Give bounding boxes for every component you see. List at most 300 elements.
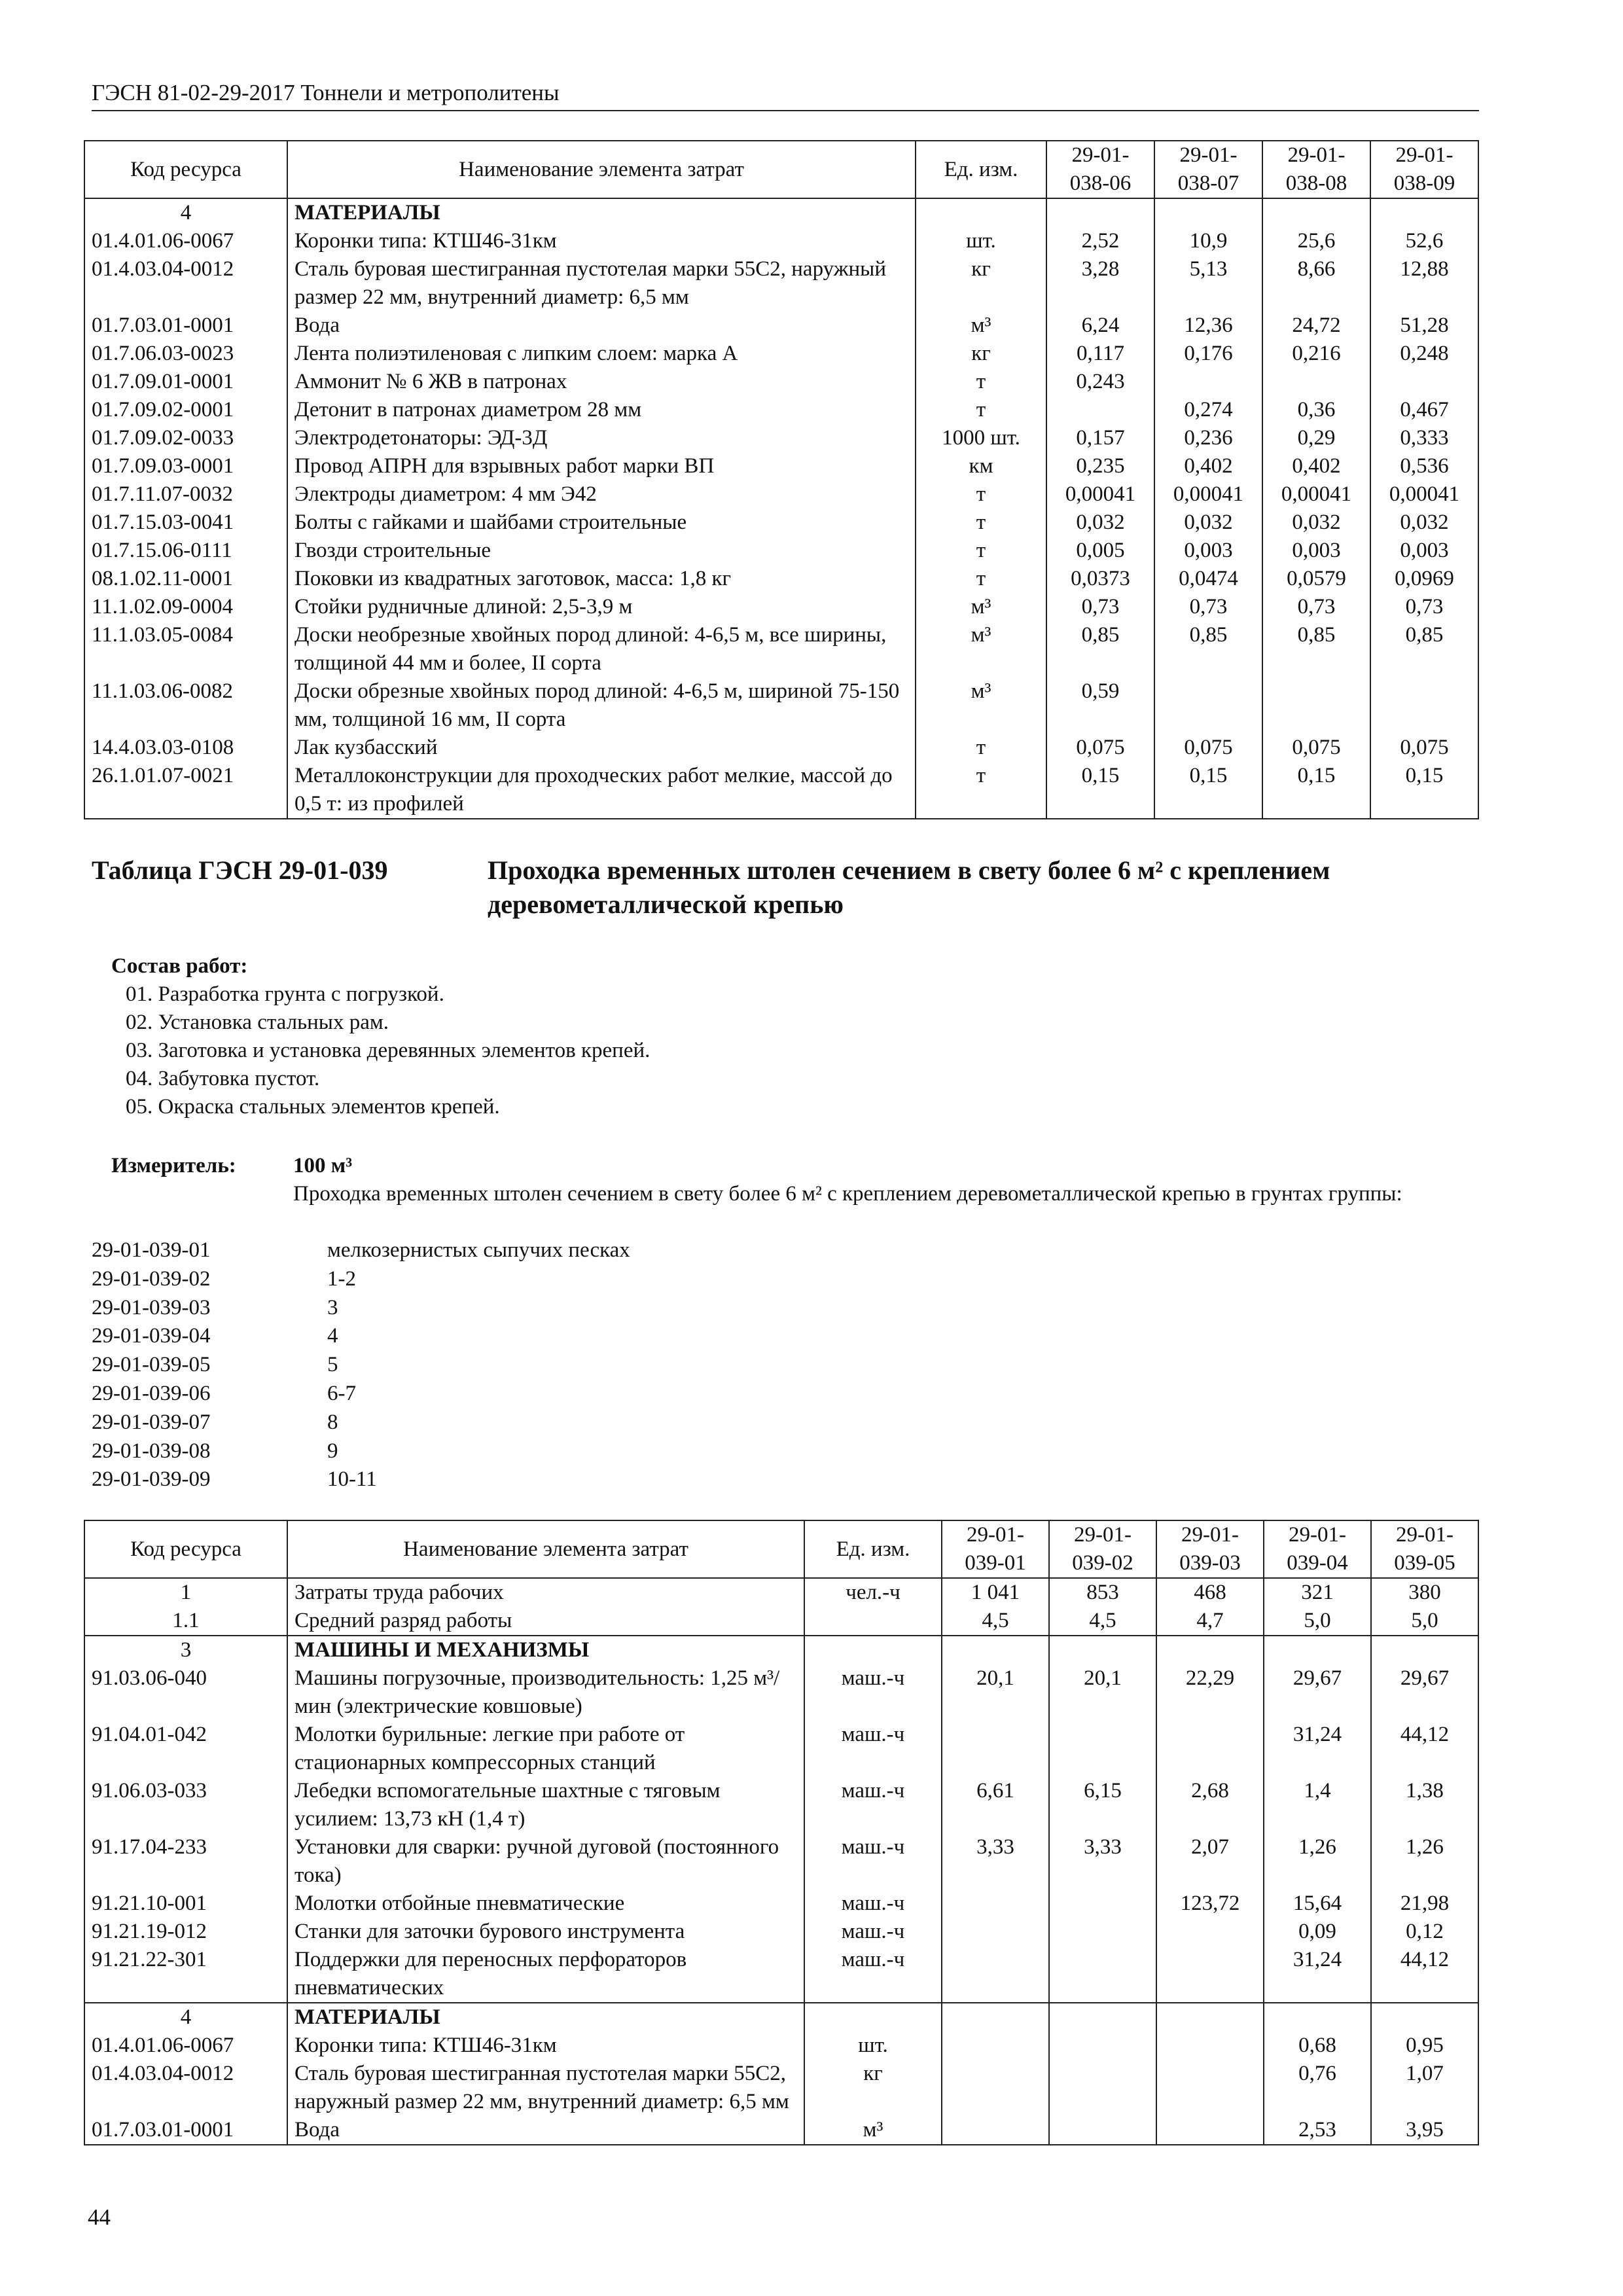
norm-value: 0,00041 — [1370, 480, 1478, 509]
meter-unit: 100 м³ — [293, 1154, 353, 1177]
norm-value: 0,216 — [1262, 340, 1370, 368]
norm-value: 1 041 — [942, 1578, 1049, 1607]
unit-of-measure: маш.-ч — [804, 1946, 942, 2003]
norm-value: 0,032 — [1046, 509, 1154, 537]
soil-group: 1-2 — [327, 1266, 356, 1291]
norm-value — [1156, 1946, 1264, 2003]
unit-of-measure: т — [916, 509, 1046, 537]
norm-value — [1154, 677, 1262, 734]
resource-code: 01.7.09.02-0001 — [84, 396, 287, 424]
norm-value — [1049, 1721, 1156, 1777]
norm-value: 0,236 — [1154, 424, 1262, 452]
norm-value: 0,333 — [1370, 424, 1478, 452]
cost-element-name: Коронки типа: КТШ46-31км — [287, 227, 916, 255]
col-header-norm: 29-01-039-05 — [1371, 1520, 1478, 1578]
norm-value: 2,68 — [1156, 1777, 1264, 1833]
norm-value — [1371, 1636, 1478, 1664]
resource-table-039 — [84, 1520, 1479, 2145]
table-row — [84, 509, 1478, 537]
norm-value: 1,26 — [1264, 1833, 1371, 1890]
cost-element-name: Вода — [287, 2116, 804, 2145]
norm-value — [1049, 2060, 1156, 2116]
col-header-norm: 29-01-039-03 — [1156, 1520, 1264, 1578]
norm-value: 0,15 — [1370, 762, 1478, 819]
norm-value: 31,24 — [1264, 1946, 1371, 2003]
resource-code: 01.7.11.07-0032 — [84, 480, 287, 509]
norm-value: 12,36 — [1154, 312, 1262, 340]
resource-code: 01.7.09.03-0001 — [84, 452, 287, 480]
norm-code: 29-01-039-02 — [92, 1266, 211, 1291]
norm-code: 29-01-039-09 — [92, 1467, 211, 1492]
norm-value: 1,07 — [1371, 2060, 1478, 2116]
norm-value: 0,85 — [1370, 621, 1478, 677]
resource-code: 01.4.01.06-0067 — [84, 227, 287, 255]
norm-value: 0,09 — [1264, 1918, 1371, 1946]
norm-value: 20,1 — [1049, 1664, 1156, 1721]
table-row — [84, 368, 1478, 396]
cost-element-name: Коронки типа: КТШ46-31км — [287, 2032, 804, 2060]
cost-element-name: Поковки из квадратных заготовок, масса: 1,8 кг — [287, 565, 916, 593]
cost-element-name: Доски необрезные хвойных пород длиной: 4-6,5 м, все ширины, толщиной 44 мм и более, II сорта — [287, 621, 916, 677]
norm-value — [942, 1918, 1049, 1946]
norm-value — [1154, 368, 1262, 396]
norm-value: 3,28 — [1046, 255, 1154, 312]
norm-value: 51,28 — [1370, 312, 1478, 340]
table-row — [84, 1721, 1478, 1777]
norm-value — [1262, 368, 1370, 396]
resource-code: 91.03.06-040 — [84, 1664, 287, 1721]
table-row — [84, 565, 1478, 593]
norm-value: 0,003 — [1370, 537, 1478, 565]
unit-of-measure: м³ — [916, 677, 1046, 734]
col-header-norm: 29-01-038-09 — [1370, 141, 1478, 198]
table-header-row — [84, 1520, 1478, 1578]
unit-of-measure: маш.-ч — [804, 1664, 942, 1721]
norm-value: 1,26 — [1371, 1833, 1478, 1890]
norm-value: 0,032 — [1262, 509, 1370, 537]
unit-of-measure: т — [916, 565, 1046, 593]
norm-value: 0,15 — [1046, 762, 1154, 819]
norm-value: 2,52 — [1046, 227, 1154, 255]
table-body — [84, 1578, 1478, 2145]
running-header: ГЭСН 81-02-29-2017 Тоннели и метрополитены — [92, 77, 1479, 111]
norm-value — [1049, 2116, 1156, 2145]
unit-of-measure: кг — [916, 255, 1046, 312]
norm-value: 24,72 — [1262, 312, 1370, 340]
norm-value: 123,72 — [1156, 1890, 1264, 1918]
unit-of-measure: маш.-ч — [804, 1833, 942, 1890]
meter-label: Измеритель: — [111, 1154, 236, 1177]
table-group-row — [84, 198, 1478, 227]
norm-value: 0,075 — [1046, 734, 1154, 762]
norm-value: 12,88 — [1370, 255, 1478, 312]
resource-table-038 — [84, 140, 1479, 819]
norm-value: 0,00041 — [1046, 480, 1154, 509]
norm-value: 0,032 — [1370, 509, 1478, 537]
cost-element-name: Молотки отбойные пневматические — [287, 1890, 804, 1918]
col-header-unit: Ед. изм. — [916, 141, 1046, 198]
cost-element-name: МАШИНЫ И МЕХАНИЗМЫ — [287, 1636, 804, 1664]
resource-code: 91.21.22-301 — [84, 1946, 287, 2003]
resource-code: 14.4.03.03-0108 — [84, 734, 287, 762]
table-row — [84, 312, 1478, 340]
norm-value — [1156, 2003, 1264, 2032]
resource-code: 4 — [84, 2003, 287, 2032]
norm-value: 44,12 — [1371, 1721, 1478, 1777]
works-item: 04. Забутовка пустот. — [126, 1067, 320, 1090]
norm-value: 0,402 — [1262, 452, 1370, 480]
resource-code: 11.1.03.06-0082 — [84, 677, 287, 734]
norm-value — [1156, 2032, 1264, 2060]
cost-element-name: Лента полиэтиленовая с липким слоем: марка А — [287, 340, 916, 368]
norm-value: 468 — [1156, 1578, 1264, 1607]
table-group-row — [84, 2003, 1478, 2032]
unit-of-measure: шт. — [804, 2032, 942, 2060]
norm-value: 4,7 — [1156, 1607, 1264, 1636]
cost-element-name: Лебедки вспомогательные шахтные с тяговым усилием: 13,73 кН (1,4 т) — [287, 1777, 804, 1833]
cost-element-name: МАТЕРИАЛЫ — [287, 198, 916, 227]
cost-element-name: Установки для сварки: ручной дуговой (постоянного тока) — [287, 1833, 804, 1890]
soil-group: 4 — [327, 1324, 338, 1348]
unit-of-measure: маш.-ч — [804, 1777, 942, 1833]
soil-group: 6-7 — [327, 1381, 356, 1405]
norm-value: 0,85 — [1262, 621, 1370, 677]
resource-code: 11.1.02.09-0004 — [84, 593, 287, 621]
norm-value — [1046, 198, 1154, 227]
unit-of-measure: маш.-ч — [804, 1918, 942, 1946]
norm-value: 4,5 — [1049, 1607, 1156, 1636]
norm-value — [942, 1890, 1049, 1918]
unit-of-measure — [804, 1636, 942, 1664]
works-item: 02. Установка стальных рам. — [126, 1011, 389, 1034]
norm-value: 0,0373 — [1046, 565, 1154, 593]
resource-code: 01.4.03.04-0012 — [84, 255, 287, 312]
cost-element-name: Металлоконструкции для проходческих работ мелкие, массой до 0,5 т: из профилей — [287, 762, 916, 819]
norm-value: 2,07 — [1156, 1833, 1264, 1890]
soil-group: 8 — [327, 1410, 338, 1434]
norm-value — [1156, 1721, 1264, 1777]
norm-value — [1049, 1636, 1156, 1664]
cost-element-name: Средний разряд работы — [287, 1607, 804, 1636]
cost-element-name: Аммонит № 6 ЖВ в патронах — [287, 368, 916, 396]
norm-value: 0,0579 — [1262, 565, 1370, 593]
norm-value: 321 — [1264, 1578, 1371, 1607]
resource-code: 01.4.01.06-0067 — [84, 2032, 287, 2060]
works-item: 03. Заготовка и установка деревянных элементов крепей. — [126, 1039, 651, 1062]
norm-code: 29-01-039-07 — [92, 1410, 211, 1434]
cost-element-name: Электроды диаметром: 4 мм Э42 — [287, 480, 916, 509]
norm-value: 0,59 — [1046, 677, 1154, 734]
norm-value — [942, 2060, 1049, 2116]
unit-of-measure: км — [916, 452, 1046, 480]
norm-value: 0,402 — [1154, 452, 1262, 480]
norm-value: 2,53 — [1264, 2116, 1371, 2145]
works-item: 05. Окраска стальных элементов крепей. — [126, 1095, 500, 1119]
resource-code: 91.04.01-042 — [84, 1721, 287, 1777]
table-row — [84, 1918, 1478, 1946]
table-row — [84, 2032, 1478, 2060]
norm-value — [1156, 2116, 1264, 2145]
unit-of-measure: м³ — [916, 621, 1046, 677]
norm-value — [1262, 677, 1370, 734]
norm-value: 10,9 — [1154, 227, 1262, 255]
table-group-row — [84, 1636, 1478, 1664]
table-header-row — [84, 141, 1478, 198]
table-row — [84, 677, 1478, 734]
cost-element-name: Вода — [287, 312, 916, 340]
table-title: Проходка временных штолен сечением в свету более 6 м² с креплением деревометаллической крепью — [488, 855, 1330, 919]
works-item: 01. Разработка грунта с погрузкой. — [126, 982, 444, 1006]
norm-value: 0,73 — [1370, 593, 1478, 621]
resource-code: 1.1 — [84, 1607, 287, 1636]
unit-of-measure: маш.-ч — [804, 1890, 942, 1918]
norm-value: 4,5 — [942, 1607, 1049, 1636]
norm-value: 0,0969 — [1370, 565, 1478, 593]
norm-value: 0,00041 — [1154, 480, 1262, 509]
col-header-name: Наименование элемента затрат — [287, 1520, 804, 1578]
norm-code: 29-01-039-06 — [92, 1381, 211, 1405]
norm-value: 21,98 — [1371, 1890, 1478, 1918]
norm-code: 29-01-039-08 — [92, 1439, 211, 1463]
table-row — [84, 340, 1478, 368]
norm-value: 29,67 — [1264, 1664, 1371, 1721]
resource-code: 01.7.15.03-0041 — [84, 509, 287, 537]
norm-value — [1264, 1636, 1371, 1664]
norm-value: 0,075 — [1370, 734, 1478, 762]
norm-value: 0,15 — [1154, 762, 1262, 819]
cost-element-name: Молотки бурильные: легкие при работе от стационарных компрессорных станций — [287, 1721, 804, 1777]
table-row — [84, 452, 1478, 480]
resource-code: 01.7.15.06-0111 — [84, 537, 287, 565]
col-header-norm: 29-01-039-02 — [1049, 1520, 1156, 1578]
norm-value: 0,235 — [1046, 452, 1154, 480]
table-row — [84, 1890, 1478, 1918]
table-row — [84, 1777, 1478, 1833]
norm-value: 3,33 — [942, 1833, 1049, 1890]
table-body — [84, 198, 1478, 819]
norm-value: 44,12 — [1371, 1946, 1478, 2003]
norm-value: 15,64 — [1264, 1890, 1371, 1918]
unit-of-measure: маш.-ч — [804, 1721, 942, 1777]
norm-value: 0,274 — [1154, 396, 1262, 424]
table-row — [84, 396, 1478, 424]
norm-value — [1371, 2003, 1478, 2032]
cost-element-name: Детонит в патронах диаметром 28 мм — [287, 396, 916, 424]
norm-value: 1,4 — [1264, 1777, 1371, 1833]
norm-value — [1049, 1918, 1156, 1946]
cost-element-name: Провод АПРН для взрывных работ марки ВП — [287, 452, 916, 480]
cost-element-name: Стойки рудничные длиной: 2,5-3,9 м — [287, 593, 916, 621]
norm-value — [942, 2032, 1049, 2060]
resource-code: 91.21.19-012 — [84, 1918, 287, 1946]
table-row — [84, 1946, 1478, 2003]
norm-value: 0,73 — [1154, 593, 1262, 621]
norm-value — [1156, 2060, 1264, 2116]
meter-description: Проходка временных штолен сечением в свету более 6 м² с креплением деревометаллической крепью в грунтах группы: — [293, 1182, 1402, 1206]
norm-value — [1262, 198, 1370, 227]
page-number: 44 — [88, 2204, 111, 2230]
resource-code: 11.1.03.05-0084 — [84, 621, 287, 677]
table-row — [84, 537, 1478, 565]
work-composition — [111, 952, 650, 1121]
unit-of-measure: чел.-ч — [804, 1578, 942, 1607]
works-heading: Состав работ: — [111, 954, 248, 978]
norm-code: 29-01-039-01 — [92, 1238, 211, 1262]
norm-value: 0,15 — [1262, 762, 1370, 819]
norm-value: 0,0474 — [1154, 565, 1262, 593]
cost-element-name: Сталь буровая шестигранная пустотелая марки 55С2, наружный размер 22 мм, внутренний диаметр: 6,5 мм — [287, 255, 916, 312]
table-row — [84, 734, 1478, 762]
cost-element-name: Доски обрезные хвойных пород длиной: 4-6,5 м, шириной 75-150 мм, толщиной 16 мм, II сорта — [287, 677, 916, 734]
table-row — [84, 424, 1478, 452]
norm-value: 0,68 — [1264, 2032, 1371, 2060]
norm-value — [1046, 396, 1154, 424]
cost-element-name: Болты с гайками и шайбами строительные — [287, 509, 916, 537]
cost-element-name: Машины погрузочные, производительность: 1,25 м³/мин (электрические ковшовые) — [287, 1664, 804, 1721]
resource-code: 01.4.03.04-0012 — [84, 2060, 287, 2116]
unit-of-measure: т — [916, 396, 1046, 424]
table-row — [84, 1664, 1478, 1721]
soil-group: 3 — [327, 1295, 338, 1319]
norm-code: 29-01-039-05 — [92, 1353, 211, 1377]
norm-value: 0,29 — [1262, 424, 1370, 452]
resource-code: 91.17.04-233 — [84, 1833, 287, 1890]
table-row — [84, 2116, 1478, 2145]
norm-value: 0,00041 — [1262, 480, 1370, 509]
norm-value: 0,95 — [1371, 2032, 1478, 2060]
soil-group: 5 — [327, 1353, 338, 1377]
resource-code: 4 — [84, 198, 287, 227]
col-header-norm: 29-01-038-08 — [1262, 141, 1370, 198]
cost-element-name: Лак кузбасский — [287, 734, 916, 762]
cost-element-name: Сталь буровая шестигранная пустотелая марки 55С2, наружный размер 22 мм, внутренний диаметр: 6,5 мм — [287, 2060, 804, 2116]
unit-of-measure: м³ — [916, 312, 1046, 340]
resource-code: 01.7.09.02-0033 — [84, 424, 287, 452]
norm-value — [942, 1721, 1049, 1777]
table-row — [84, 762, 1478, 819]
unit-of-measure: шт. — [916, 227, 1046, 255]
norm-value: 6,61 — [942, 1777, 1049, 1833]
norm-value — [1049, 2032, 1156, 2060]
norm-value: 5,0 — [1264, 1607, 1371, 1636]
norm-value: 0,157 — [1046, 424, 1154, 452]
norm-code: 29-01-039-04 — [92, 1324, 211, 1348]
norm-value: 0,36 — [1262, 396, 1370, 424]
norm-value: 0,005 — [1046, 537, 1154, 565]
norm-value — [1264, 2003, 1371, 2032]
norm-value: 0,243 — [1046, 368, 1154, 396]
cost-element-name: Затраты труда рабочих — [287, 1578, 804, 1607]
norm-value: 5,0 — [1371, 1607, 1478, 1636]
cost-element-name: МАТЕРИАЛЫ — [287, 2003, 804, 2032]
norm-value: 8,66 — [1262, 255, 1370, 312]
norm-value: 853 — [1049, 1578, 1156, 1607]
norm-value: 31,24 — [1264, 1721, 1371, 1777]
unit-of-measure: м³ — [804, 2116, 942, 2145]
norm-value: 380 — [1371, 1578, 1478, 1607]
soil-group: мелкозернистых сыпучих песках — [327, 1238, 630, 1262]
resource-code: 01.7.09.01-0001 — [84, 368, 287, 396]
norm-value: 25,6 — [1262, 227, 1370, 255]
norm-code: 29-01-039-03 — [92, 1295, 211, 1319]
table-row — [84, 1607, 1478, 1636]
soil-group: 9 — [327, 1439, 338, 1463]
norm-value: 3,95 — [1371, 2116, 1478, 2145]
resource-code: 26.1.01.07-0021 — [84, 762, 287, 819]
norm-value — [1049, 2003, 1156, 2032]
unit-of-measure — [804, 1607, 942, 1636]
norm-value: 0,536 — [1370, 452, 1478, 480]
col-header-norm: 29-01-038-06 — [1046, 141, 1154, 198]
resource-code: 01.7.03.01-0001 — [84, 312, 287, 340]
cost-element-name: Станки для заточки бурового инструмента — [287, 1918, 804, 1946]
table-row — [84, 1833, 1478, 1890]
soil-group: 10-11 — [327, 1467, 377, 1492]
resource-code: 91.06.03-033 — [84, 1777, 287, 1833]
norm-value: 0,003 — [1154, 537, 1262, 565]
meter-block — [293, 1152, 1478, 1208]
norm-value: 0,248 — [1370, 340, 1478, 368]
resource-code: 08.1.02.11-0001 — [84, 565, 287, 593]
unit-of-measure — [804, 2003, 942, 2032]
table-label: Таблица ГЭСН 29-01-039 — [92, 855, 388, 885]
norm-value — [942, 1636, 1049, 1664]
norm-value: 0,003 — [1262, 537, 1370, 565]
norm-value: 5,13 — [1154, 255, 1262, 312]
unit-of-measure: т — [916, 480, 1046, 509]
norm-value: 1,38 — [1371, 1777, 1478, 1833]
unit-of-measure: кг — [916, 340, 1046, 368]
table-row — [84, 480, 1478, 509]
norm-value — [1049, 1890, 1156, 1918]
col-header-norm: 29-01-038-07 — [1154, 141, 1262, 198]
unit-of-measure: кг — [804, 2060, 942, 2116]
norm-value: 52,6 — [1370, 227, 1478, 255]
unit-of-measure: т — [916, 537, 1046, 565]
table-row — [84, 255, 1478, 312]
norm-value — [942, 1946, 1049, 2003]
norm-value: 0,12 — [1371, 1918, 1478, 1946]
norm-value: 0,176 — [1154, 340, 1262, 368]
table-row — [84, 2060, 1478, 2116]
norm-value: 6,15 — [1049, 1777, 1156, 1833]
cost-element-name: Поддержки для переносных перфораторов пневматических — [287, 1946, 804, 2003]
norm-value: 0,032 — [1154, 509, 1262, 537]
resource-code: 3 — [84, 1636, 287, 1664]
unit-of-measure: т — [916, 762, 1046, 819]
norm-value: 6,24 — [1046, 312, 1154, 340]
col-header-name: Наименование элемента затрат — [287, 141, 916, 198]
norm-value: 0,117 — [1046, 340, 1154, 368]
unit-of-measure: 1000 шт. — [916, 424, 1046, 452]
norm-value — [1049, 1946, 1156, 2003]
resource-code: 01.7.06.03-0023 — [84, 340, 287, 368]
resource-code: 1 — [84, 1578, 287, 1607]
norm-value — [942, 2003, 1049, 2032]
table-row — [84, 227, 1478, 255]
norm-value: 20,1 — [942, 1664, 1049, 1721]
unit-of-measure: т — [916, 368, 1046, 396]
unit-of-measure — [916, 198, 1046, 227]
unit-of-measure: м³ — [916, 593, 1046, 621]
norm-value — [1154, 198, 1262, 227]
cost-element-name: Электродетонаторы: ЭД-3Д — [287, 424, 916, 452]
norm-value: 0,73 — [1046, 593, 1154, 621]
norm-value: 0,467 — [1370, 396, 1478, 424]
norm-value — [942, 2116, 1049, 2145]
table-row — [84, 593, 1478, 621]
norm-value: 0,075 — [1154, 734, 1262, 762]
